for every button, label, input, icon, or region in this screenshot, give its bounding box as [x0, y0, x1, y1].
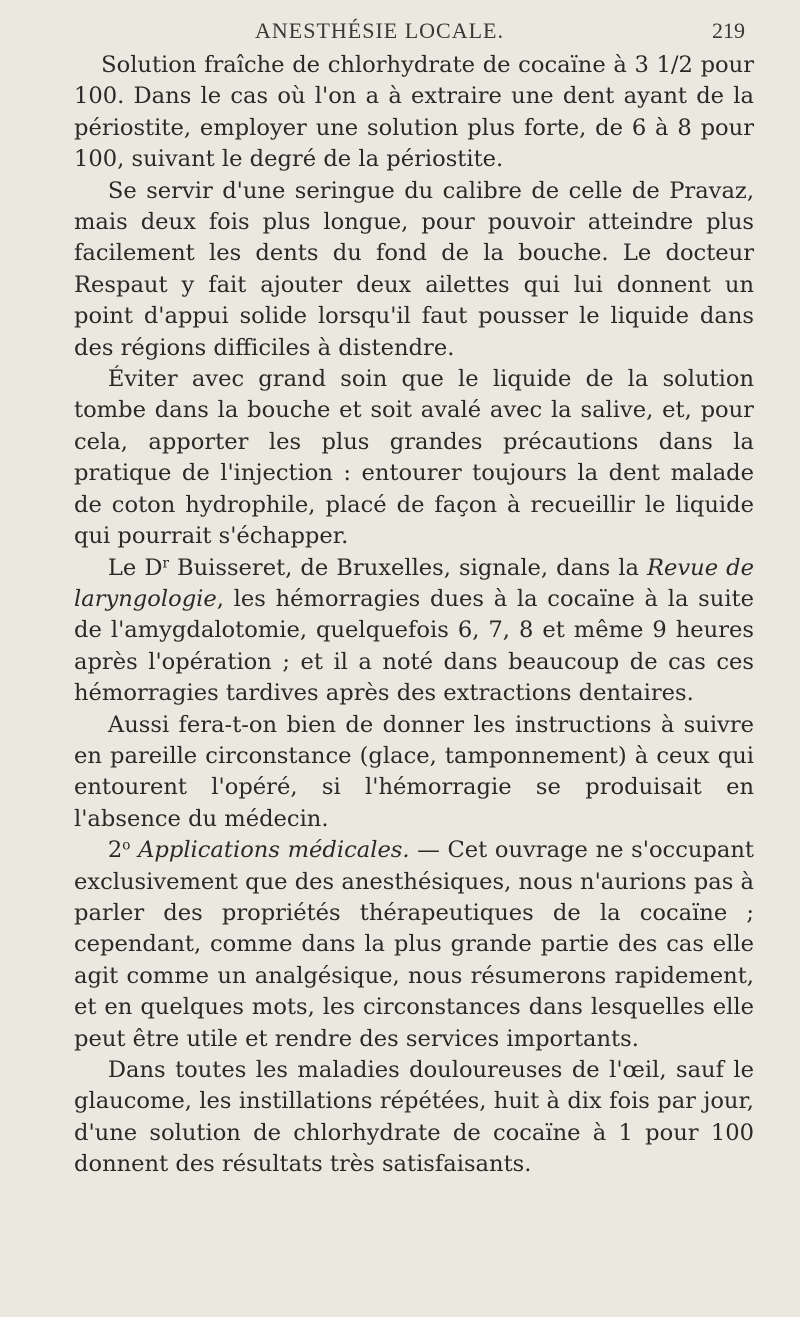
- page-header: [0, 18, 800, 48]
- body-text: [74, 50, 754, 1181]
- section-number-sup: o: [122, 837, 131, 854]
- paragraph-syringe: Se servir d'une seringue du calibre de celle de Pravaz, mais deux fois plus longue, pour pouvoir atteindre plus facilement les dents du fond de la bouche. Le docteur Respaut y fait ajouter deux ailettes qui lui donnent un point d'appui solide lorsqu'il faut pousser le liquide dans des régions difficiles à distendre.: [74, 177, 754, 361]
- paragraph-precautions: Éviter avec grand soin que le liquide de la solution tombe dans la bouche et soit avalé avec la salive, et, pour cela, apporter les plus grandes précautions dans la pratique de l'injection : entourer toujours la dent malade de coton hydrophile, placé de façon à recueillir le liquide qui pourrait s'échapper.: [74, 366, 754, 550]
- doctor-abbrev: Le D: [107, 554, 163, 581]
- section-heading: Applications médicales.: [138, 837, 410, 864]
- paragraph-solution: Solution fraîche de chlorhydrate de cocaïne à 3 1/2 pour 100. Dans le cas où l'on a à extraire une dent ayant de la périostite, employer une solution plus forte, de 6 à 8 pour 100, suivant le degré de la périostite.: [74, 52, 754, 173]
- medical-applications-text: — Cet ouvrage ne s'occupant exclusivement que des anesthésiques, nous n'aurions pas à parler des propriétés thérapeutiques de la cocaïne ; cependant, comme dans la plus grande partie des cas elle agit comme un analgésique, nous résumerons rapidement, et en quelques mots, les circonstances dans lesquelles elle peut être utile et rendre des services importants.: [74, 837, 754, 1052]
- page-number: 219: [712, 18, 745, 43]
- paragraph-instructions: Aussi fera-t-on bien de donner les instructions à suivre en pareille circonstance (glace, tamponnement) à ceux qui entourent l'opéré, si l'hémorragie se produisait en l'absence du médecin.: [74, 711, 754, 832]
- section-number: 2: [107, 837, 123, 864]
- paragraph-hemorrhages: [74, 553, 754, 710]
- doctor-abbrev-sup: r: [162, 555, 169, 572]
- hemorrhages-text-b: , les hémorragies dues à la cocaïne à la suite de l'amygdalotomie, quelquefois 6, 7, 8 et même 9 heures après l'opération ; et il a noté dans beaucoup de cas ces hémorragies tardives après des extractions dentaires.: [74, 585, 754, 707]
- hemorrhages-text-a: Buisseret, de Bruxelles, signale, dans la: [168, 554, 648, 581]
- running-head: ANESTHÉSIE LOCALE.: [255, 18, 504, 43]
- paragraph-eye-diseases: Dans toutes les maladies douloureuses de l'œil, sauf le glaucome, les instillations répétées, huit à dix fois par jour, d'une solution de chlorhydrate de cocaïne à 1 pour 100 donnent des résultats très satisfaisants.: [74, 1057, 754, 1178]
- journal-title: Revue de laryngologie: [74, 554, 754, 612]
- paragraph-medical-applications: [74, 835, 754, 1055]
